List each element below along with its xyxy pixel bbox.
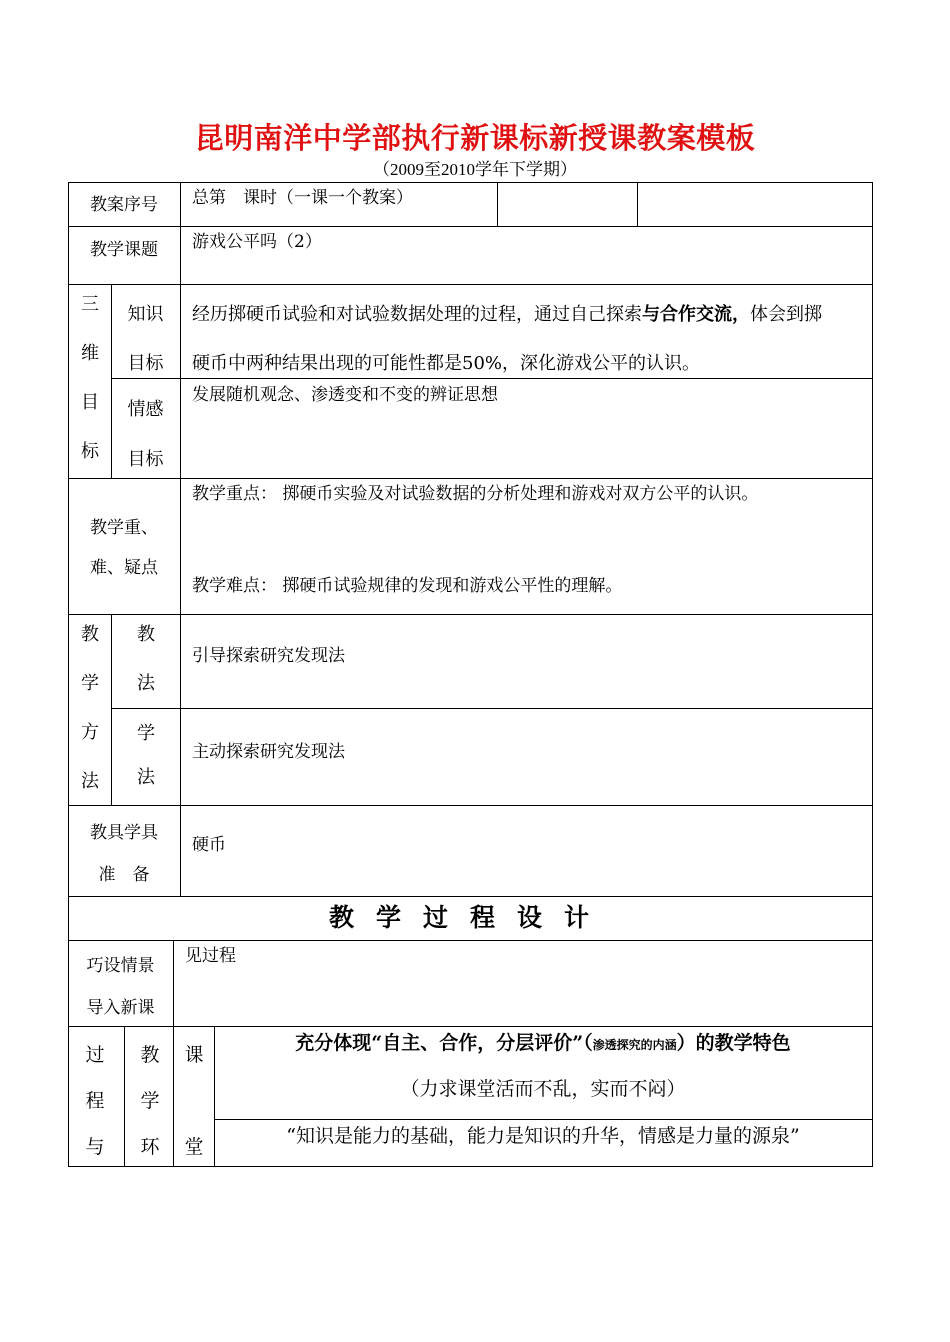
learn-method-value: 主动探索研究发现法: [192, 742, 345, 762]
lesson-no-label: 教案序号: [90, 195, 158, 215]
label-column-divider: [180, 182, 181, 896]
process-design-banner: 教学过程设计: [328, 903, 611, 932]
row-divider: [68, 1026, 873, 1027]
column-divider: [173, 940, 174, 1167]
column-divider: [497, 182, 498, 226]
teach-method-value: 引导探索研究发现法: [192, 646, 345, 666]
topic-value: 游戏公平吗（2）: [192, 232, 322, 252]
knowledge-goal-value: 经历掷硬币试验和对试验数据处理的过程，通过自己探索与合作交流，体会到掷 硬币中两种结果出现的可能性都是50%，深化游戏公平的认识。: [192, 304, 822, 374]
column-divider: [124, 1026, 125, 1167]
table-border-right: [872, 182, 873, 1167]
table-border-top: [68, 182, 873, 183]
column-divider: [111, 614, 112, 805]
row-divider: [111, 708, 873, 709]
page-title: 昆明南洋中学部执行新课标新授课教案模板: [194, 121, 756, 155]
row-divider: [68, 284, 873, 285]
row-divider: [68, 940, 873, 941]
goals-group-label: 三 维 目 标: [81, 294, 99, 462]
teaching-feature: 充分体现“自主、合作，分层评价”（渗透探究的内涵）的教学特色: [295, 1032, 791, 1054]
process-col2-label: 教 学 环: [140, 1044, 160, 1158]
row-divider: [68, 478, 873, 479]
motto-quote: “知识是能力的基础，能力是知识的升华，情感是力量的源泉”: [286, 1125, 800, 1147]
column-divider: [637, 182, 638, 226]
process-col1-label: 过 程 与: [85, 1044, 105, 1158]
page-subtitle: （2009至2010学年下学期）: [373, 160, 577, 179]
learn-method-label: 学 法: [137, 723, 155, 788]
key-points-label: 教学重、 难、疑点: [90, 518, 158, 578]
row-divider: [68, 226, 873, 227]
emotion-goal-label: 情感 目标: [127, 399, 164, 470]
tools-label: 教具学具 准 备: [90, 823, 158, 885]
teaching-feature-note: （力求课堂活而不乱，实而不闷）: [400, 1078, 686, 1100]
emotion-goal-value: 发展随机观念、渗透变和不变的辨证思想: [192, 385, 498, 405]
teach-method-label: 教 法: [137, 624, 155, 694]
intro-value: 见过程: [185, 946, 236, 966]
row-divider: [68, 805, 873, 806]
tools-value: 硬币: [192, 835, 226, 855]
process-col3-label: 课 堂: [184, 1044, 204, 1158]
intro-label: 巧设情景 导入新课: [86, 956, 155, 1018]
lesson-no-value: 总第 课时（一课一个教案）: [192, 188, 413, 208]
teaching-difficulty: 教学难点： 掷硬币试验规律的发现和游戏公平性的理解。: [192, 576, 623, 596]
topic-label: 教学课题: [90, 240, 158, 260]
row-divider: [68, 614, 873, 615]
methods-group-label: 教 学 方 法: [81, 624, 99, 792]
row-divider: [214, 1119, 873, 1120]
knowledge-goal-label: 知识 目标: [127, 304, 164, 374]
teaching-focus: 教学重点： 掷硬币实验及对试验数据的分析处理和游戏对双方公平的认识。: [192, 484, 759, 504]
